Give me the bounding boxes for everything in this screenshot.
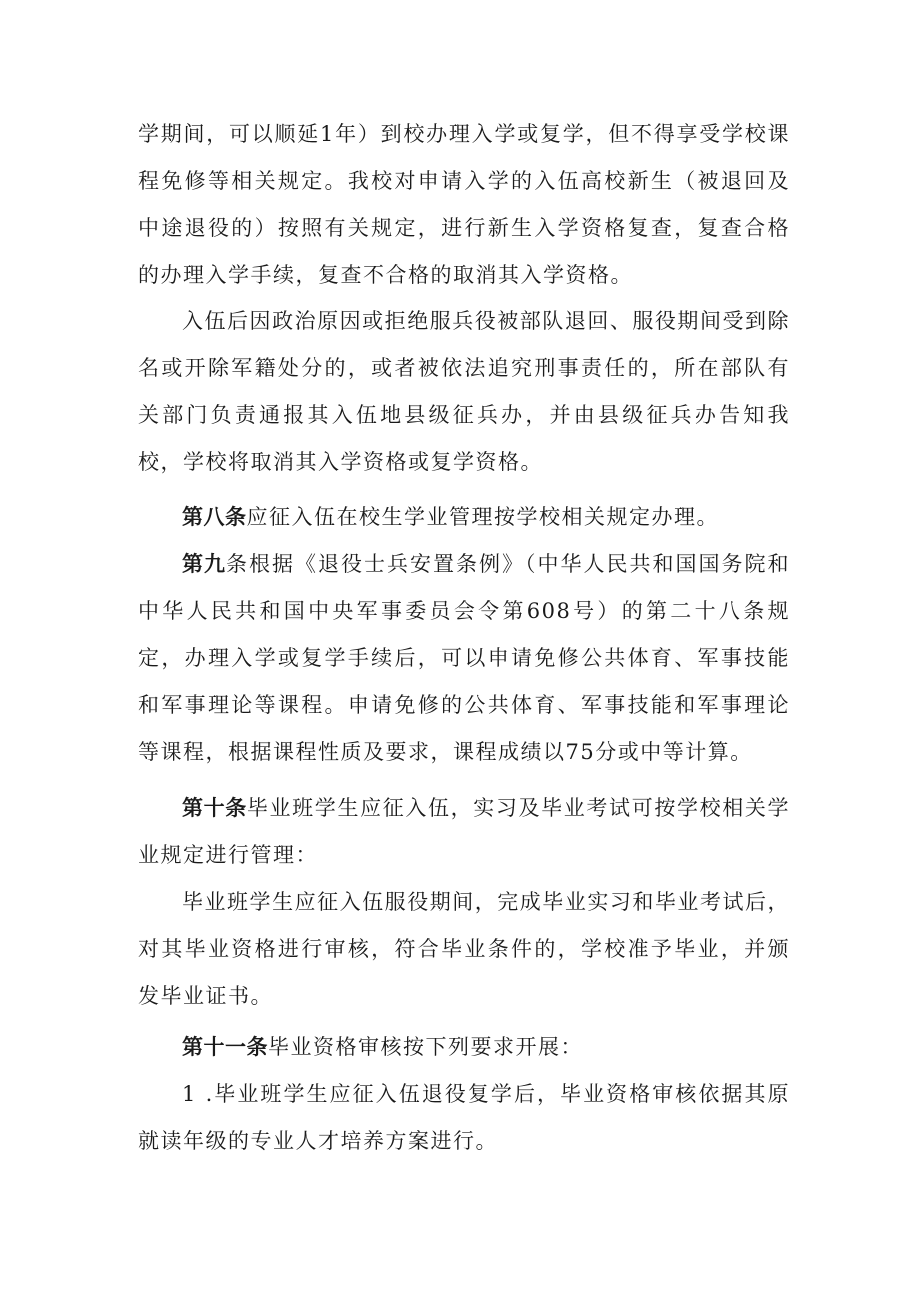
article-11 [138, 1024, 790, 1071]
article-text: 毕业资格审核按下列要求开展： [268, 1035, 583, 1059]
paragraph-text: 入伍后因政治原因或拒绝服兵役被部队退回、服役期间受到除名或开除军籍处分的，或者被依法追究刑事责任的，所在部队有关部门负责通报其入伍地县级征兵办，并由县级征兵办告知我校，学校将取消其入学资格或复学资格。 [138, 309, 790, 474]
paragraph-text: 毕业班学生应征入伍服役期间，完成毕业实习和毕业考试后，对其毕业资格进行审核，符合毕业条件的，学校准予毕业，并颁发毕业证书。 [138, 890, 790, 1008]
article-label: 第九 [182, 552, 226, 576]
article-label: 第八条 [182, 505, 247, 529]
paragraph-enrollment-deferral [138, 111, 790, 299]
article-8 [138, 494, 790, 541]
article-label: 第十一条 [182, 1035, 268, 1059]
list-item-1 [138, 1071, 790, 1165]
article-10 [138, 785, 790, 879]
paragraph-text: 1 .毕业班学生应征入伍退役复学后，毕业资格审核依据其原就读年级的专业人才培养方案进行。 [138, 1082, 790, 1153]
paragraph-text: 学期间，可以顺延1年）到校办理入学或复学，但不得享受学校课程免修等相关规定。我校对申请入学的入伍高校新生（被退回及中途退役的）按照有关规定，进行新生入学资格复查，复查合格的办理入学手续，复查不合格的取消其入学资格。 [138, 122, 790, 287]
article-label: 第十条 [182, 796, 247, 820]
paragraph-graduation-review [138, 879, 790, 1020]
article-9 [138, 541, 790, 776]
article-text: 毕业班学生应征入伍，实习及毕业考试可按学校相关学业规定进行管理： [138, 796, 791, 867]
article-text: 条根据《退役士兵安置条例》（中华人民共和国国务院和中华人民共和国中央军事委员会令第608号）的第二十八条规定，办理入学或复学手续后，可以申请免修公共体育、军事技能和军事理论等课程。申请免修的公共体育、军事技能和军事理论等课程，根据课程性质及要求，课程成绩以75分或中等计算。 [138, 552, 790, 764]
paragraph-disqualification [138, 298, 790, 486]
article-text: 应征入伍在校生学业管理按学校相关规定办理。 [246, 505, 719, 529]
